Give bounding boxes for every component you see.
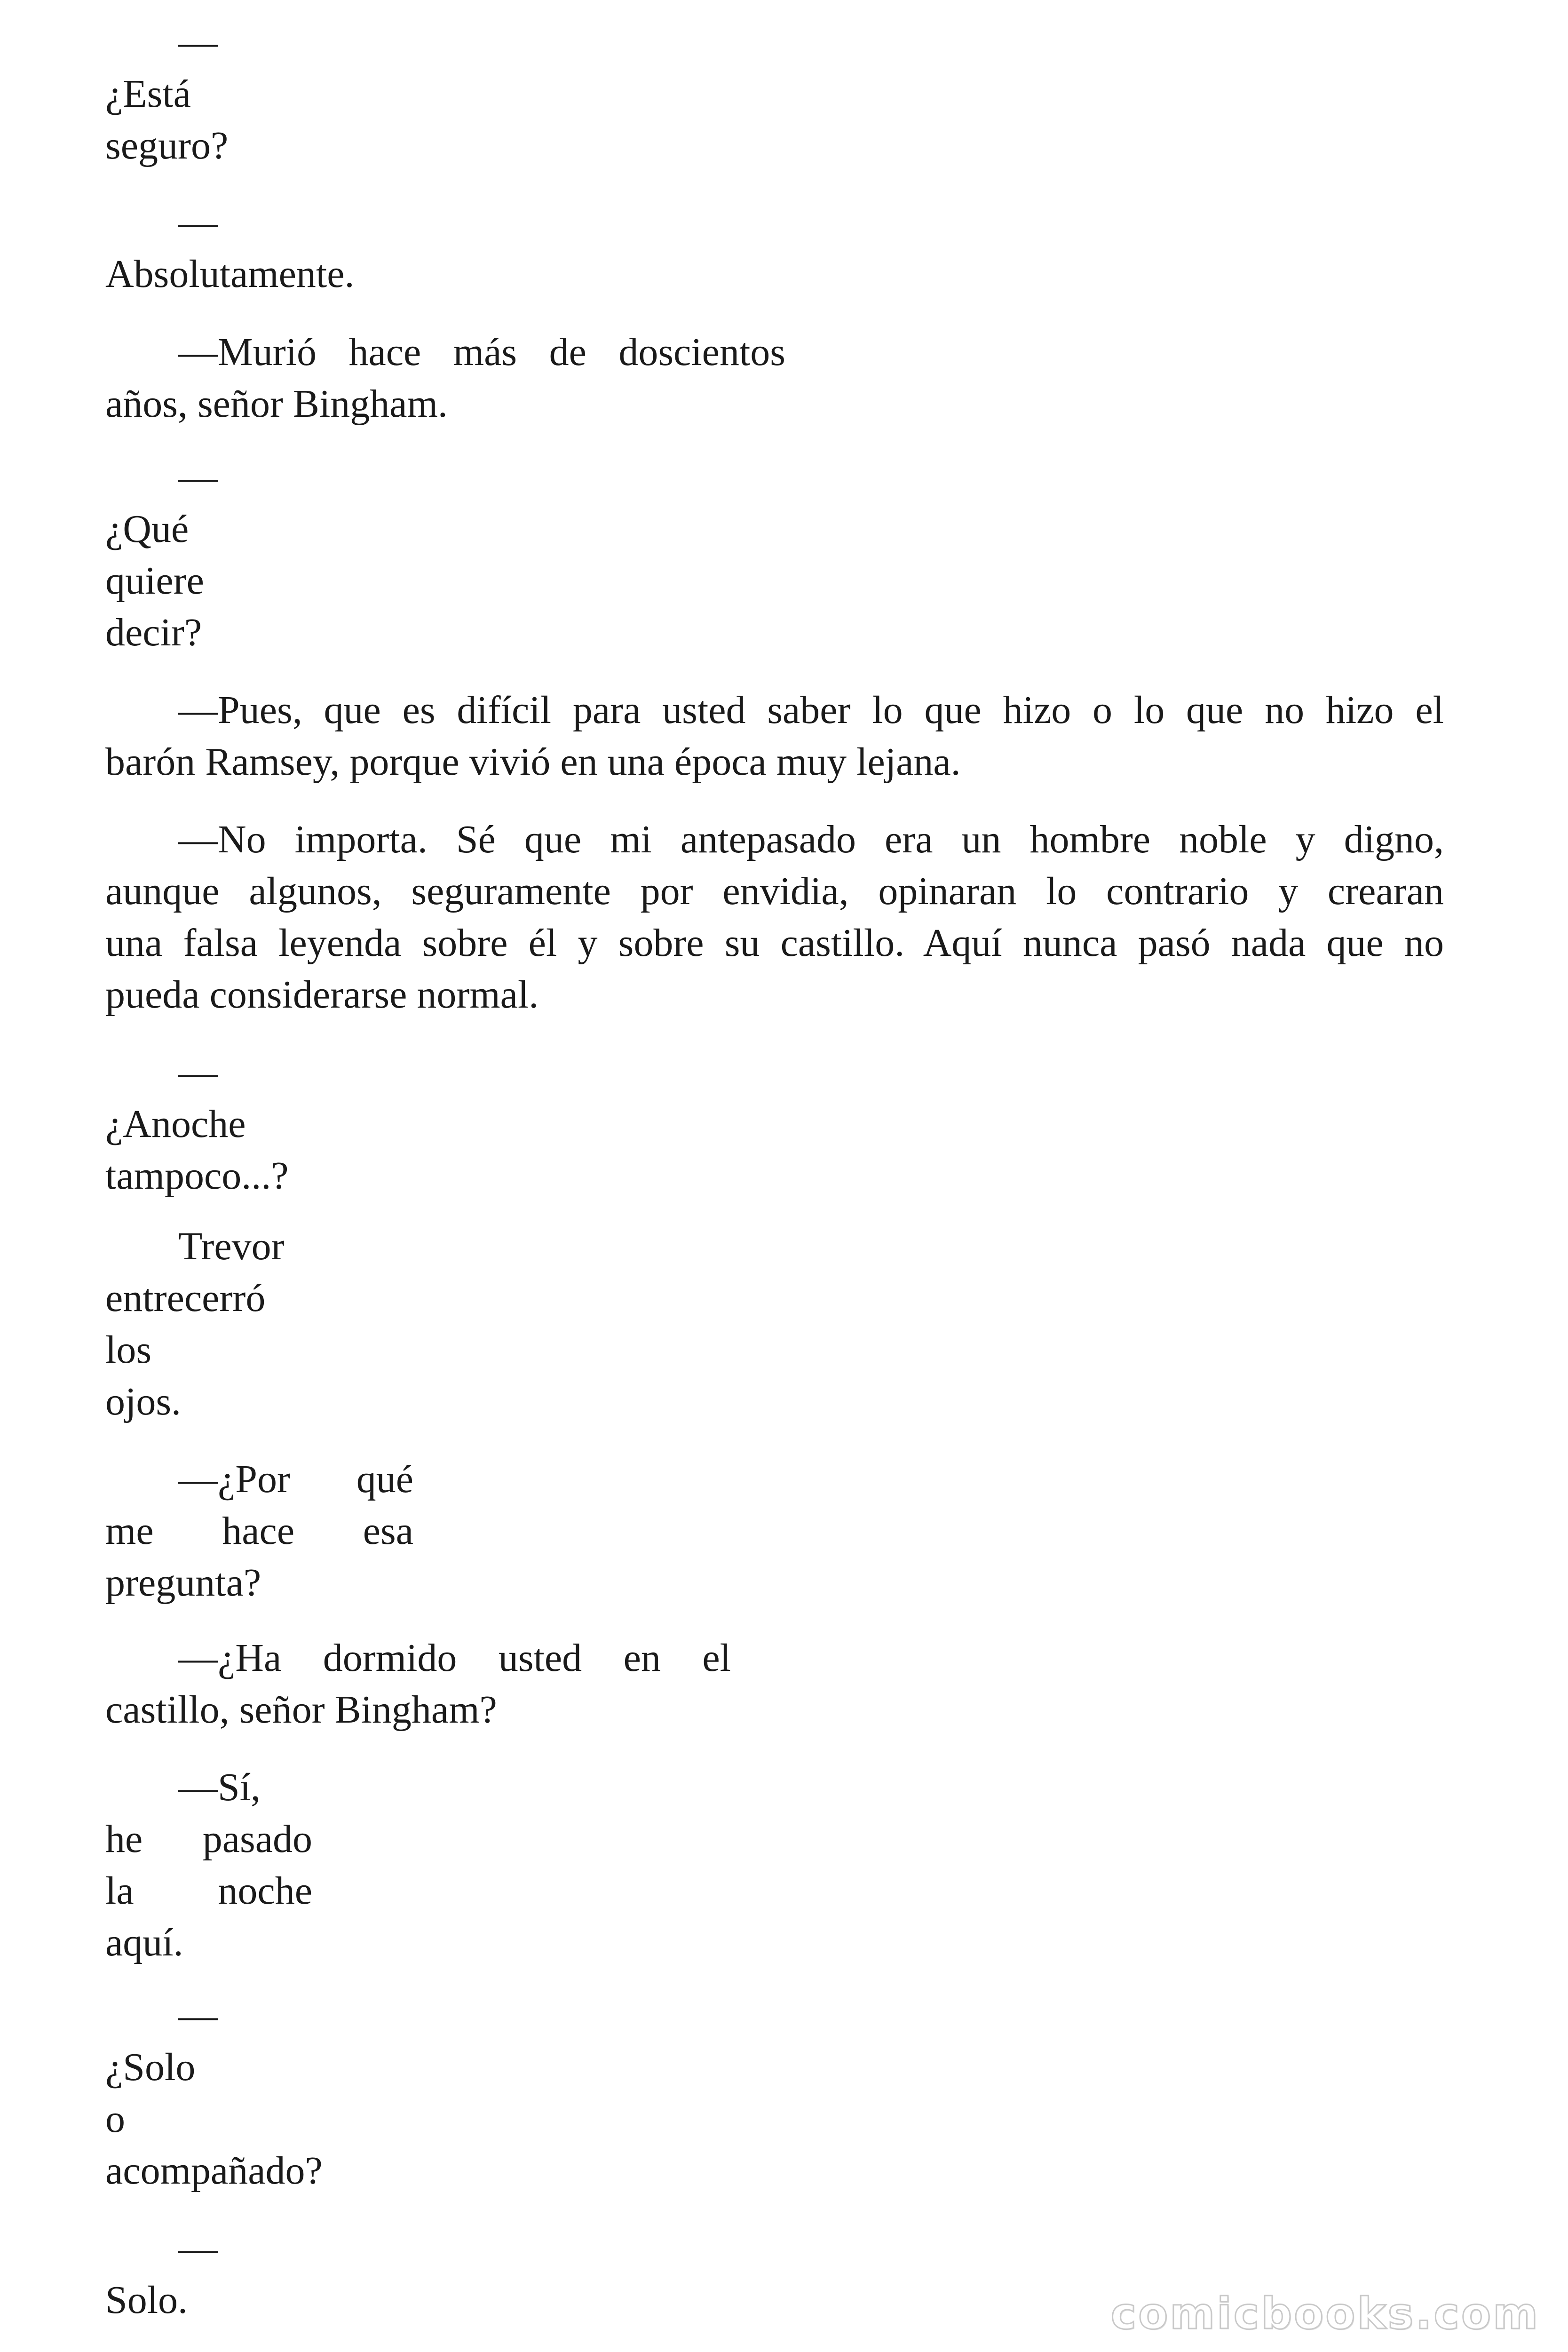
text-line: ojos. (105, 1380, 182, 1423)
text-line: — (178, 2226, 218, 2270)
paragraph (105, 684, 1444, 788)
text-line: Solo. (105, 2278, 188, 2322)
paragraph (105, 1454, 413, 1609)
paragraph (105, 1762, 312, 1969)
text-line: —Pues, que es difícil para usted saber lo que hizo o lo que no hizo el (178, 688, 1444, 732)
text-line: —Sí, (178, 1765, 261, 1809)
text-line: — (178, 1050, 218, 1094)
watermark-logo: comicbooks.com (1110, 2288, 1540, 2339)
text-line: ¿Qué (105, 507, 189, 551)
paragraph (105, 452, 359, 659)
text-line: — (178, 1994, 218, 2037)
paragraph (105, 197, 529, 300)
text-line: seguro? (105, 124, 229, 167)
text-line: aquí. (105, 1921, 183, 1964)
paragraph (105, 1990, 435, 2197)
text-line: me hace esa (105, 1509, 413, 1553)
text-line: quiere (105, 559, 204, 603)
text-line: —¿Por qué (178, 1457, 413, 1501)
text-line: he pasado (105, 1817, 312, 1861)
paragraph (105, 814, 1444, 1021)
text-line: — (178, 200, 218, 244)
text-line: —¿Ha dormido usted en el (178, 1636, 731, 1680)
text-line: pregunta? (105, 1561, 261, 1605)
paragraph (105, 16, 359, 172)
paragraph (105, 326, 785, 430)
paragraph (105, 2223, 359, 2326)
text-line: o (105, 2097, 125, 2141)
text-line: —Murió hace más de doscientos (178, 330, 785, 374)
text-line: tampoco...? (105, 1154, 289, 1198)
text-line: años, señor Bingham. (105, 382, 448, 426)
text-line: barón Ramsey, porque vivió en una época muy lejana. (105, 740, 961, 784)
text-line: acompañado? (105, 2149, 323, 2193)
text-line: pueda considerarse normal. (105, 973, 539, 1017)
text-line: la noche (105, 1869, 312, 1913)
text-line: Absolutamente. (105, 252, 355, 296)
text-line: entrecerró (105, 1276, 266, 1320)
text-line: — (178, 20, 218, 64)
text-line: aunque algunos, seguramente por envidia, opinaran lo contrario y crearan (105, 869, 1444, 913)
text-line: decir? (105, 611, 202, 654)
text-line: castillo, señor Bingham? (105, 1688, 497, 1732)
paragraph (105, 1221, 435, 1428)
text-line: ¿Anoche (105, 1102, 246, 1146)
paragraph (105, 1047, 435, 1202)
text-line: Trevor (178, 1224, 285, 1268)
text-line: una falsa leyenda sobre él y sobre su castillo. Aquí nunca pasó nada que no (105, 921, 1444, 965)
text-line: —No importa. Sé que mi antepasado era un hombre noble y digno, (178, 818, 1444, 861)
text-line: los (105, 1328, 152, 1372)
text-line: ¿Solo (105, 2045, 196, 2089)
text-line: — (178, 455, 218, 499)
paragraph (105, 1632, 731, 1736)
text-line: ¿Está (105, 72, 191, 116)
